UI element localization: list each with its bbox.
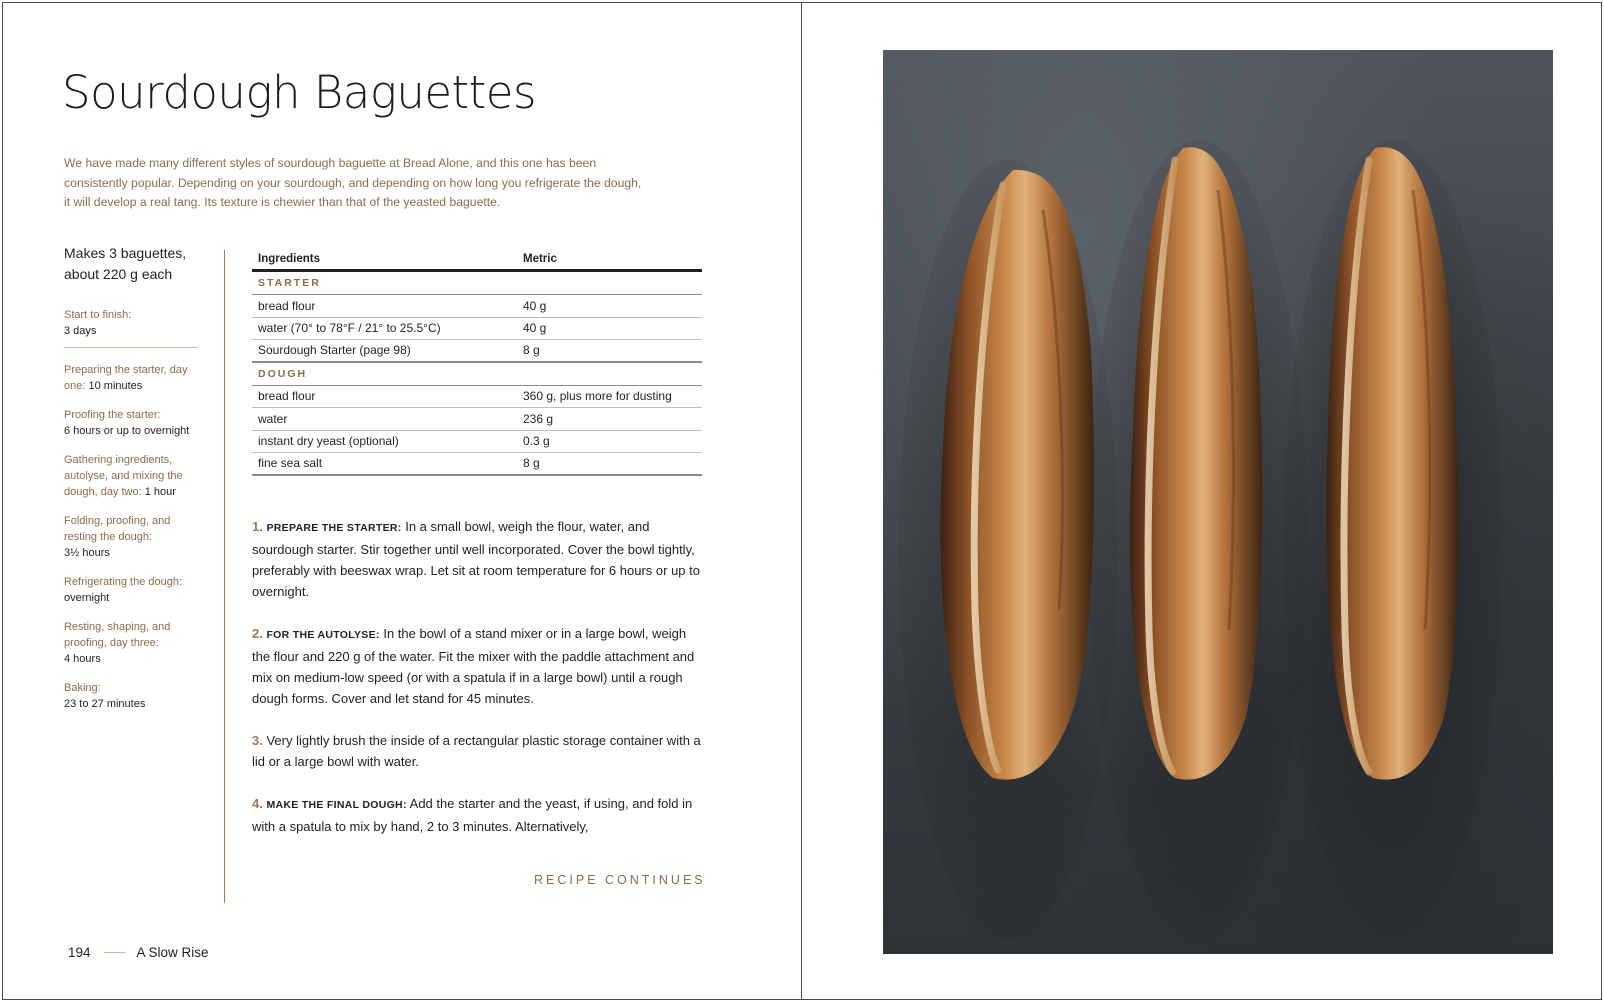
ingredient-name: bread flour xyxy=(258,389,316,404)
sidebar-divider xyxy=(224,250,225,903)
timing-value: 1 hour xyxy=(144,486,176,498)
timing-folding-proofing xyxy=(64,513,204,561)
ingredient-name: instant dry yeast (optional) xyxy=(258,434,399,449)
timing-value: 10 minutes xyxy=(88,380,143,392)
timing-value: 6 hours or up to overnight xyxy=(64,425,190,437)
page-footer xyxy=(68,945,209,960)
timing-baking xyxy=(64,680,204,712)
recipe-intro: We have made many different styles of sourdough baguette at Bread Alone, and this one has been consistently popular. Depending on your sourdough, and depending on how long you refrigerate the dough, it will develop a real tang. Its texture is chewier than that of the yeasted baguette. xyxy=(64,156,642,209)
step-text: In the bowl of a stand mixer or in a large bowl, weigh the flour and 220 g of the water. Fit the mixer with the paddle attachment and mix on medium-low speed (or with a spatula if in a large bowl) until a rough dough forms. Cover and let stand for 45 minutes. xyxy=(252,626,695,706)
timing-label: Baking: xyxy=(64,682,101,694)
footer-divider xyxy=(104,952,126,953)
table-row xyxy=(252,386,702,409)
step-text: In a small bowl, weigh the flour, water, and sourdough starter. Stir together until well incorporated. Cover the bowl tightly, preferably with beeswax wrap. Let sit at room temperature for 6 hours or up to overnight. xyxy=(252,519,700,599)
ingredient-name: water xyxy=(258,411,288,426)
ingredient-name: water (70° to 78°F / 21° to 25.5°C) xyxy=(258,321,441,336)
timing-label: Folding, proofing, and resting the dough: xyxy=(64,515,171,543)
timing-shaping xyxy=(64,619,204,667)
timing-label: Gathering ingredients, autolyse, and mixing the dough, day two: xyxy=(64,454,183,498)
ingredient-amount: 8 g xyxy=(523,343,540,358)
ingredient-amount: 40 g xyxy=(523,298,547,313)
step-number: 4. xyxy=(252,796,263,811)
recipe-yield: Makes 3 baguettes, about 220 g each xyxy=(64,245,187,282)
header-ingredients: Ingredients xyxy=(258,252,320,265)
timing-preparing-starter xyxy=(64,362,204,394)
timing-proofing-starter xyxy=(64,407,204,439)
step-number: 3. xyxy=(252,733,263,748)
recipe-sidebar xyxy=(64,243,204,725)
table-row xyxy=(252,453,702,476)
step-heading: MAKE THE FINAL DOUGH: xyxy=(266,799,407,811)
timing-mixing-dough xyxy=(64,452,204,500)
ingredient-name: fine sea salt xyxy=(258,456,323,471)
step-number: 2. xyxy=(252,626,263,641)
step-1 xyxy=(252,516,702,602)
baguette-right xyxy=(1326,147,1458,779)
timing-start-to-finish xyxy=(64,307,198,348)
timing-label: Resting, shaping, and proofing, day three: xyxy=(64,621,171,649)
ingredients-table xyxy=(252,248,702,476)
step-2 xyxy=(252,623,702,709)
recipe-continues-label: RECIPE CONTINUES xyxy=(534,873,706,887)
section-dough: DOUGH xyxy=(252,363,702,386)
timing-refrigerating xyxy=(64,574,204,606)
timing-value: overnight xyxy=(64,592,110,604)
table-row xyxy=(252,431,702,454)
ingredient-amount: 40 g xyxy=(523,321,547,336)
step-text: Very lightly brush the inside of a rectangular plastic storage container with a lid or a large bowl with water. xyxy=(252,733,701,769)
ingredient-name: bread flour xyxy=(258,298,316,313)
header-metric: Metric xyxy=(523,252,557,265)
ingredient-amount: 360 g, plus more for dusting xyxy=(523,389,672,404)
baguette-middle xyxy=(1130,147,1262,779)
page-gutter xyxy=(801,2,802,1000)
step-heading: PREPARE THE STARTER: xyxy=(266,522,402,534)
recipe-steps xyxy=(252,516,702,858)
timing-value: 3 days xyxy=(64,325,97,337)
step-text: Add the starter and the yeast, if using, and fold in with a spatula to mix by hand, 2 to 3 minutes. Alternatively, xyxy=(252,796,693,834)
table-row xyxy=(252,318,702,341)
step-3 xyxy=(252,730,702,772)
book-title: A Slow Rise xyxy=(136,945,209,960)
timing-value: 4 hours xyxy=(64,653,101,665)
timing-label: Proofing the starter: xyxy=(64,409,161,421)
timing-label: Preparing the starter, day one: xyxy=(64,364,188,392)
timing-value: 3½ hours xyxy=(64,547,110,559)
step-number: 1. xyxy=(252,519,263,534)
step-4 xyxy=(252,793,702,837)
table-row xyxy=(252,295,702,318)
recipe-title: Sourdough Baguettes xyxy=(62,66,536,119)
section-starter: STARTER xyxy=(252,272,702,295)
ingredients-table-header xyxy=(252,248,702,272)
ingredient-amount: 8 g xyxy=(523,456,540,471)
page-number: 194 xyxy=(68,945,91,960)
table-row xyxy=(252,340,702,363)
timing-value: 23 to 27 minutes xyxy=(64,698,146,710)
timing-label: Start to finish: xyxy=(64,309,132,321)
timing-label: Refrigerating the dough: xyxy=(64,576,183,588)
ingredient-amount: 0.3 g xyxy=(523,434,550,449)
ingredient-name: Sourdough Starter (page 98) xyxy=(258,343,411,358)
table-row xyxy=(252,408,702,431)
step-heading: FOR THE AUTOLYSE: xyxy=(266,629,380,641)
baguettes-illustration xyxy=(883,50,1553,954)
baguettes-photo xyxy=(883,50,1553,954)
ingredient-amount: 236 g xyxy=(523,411,554,426)
